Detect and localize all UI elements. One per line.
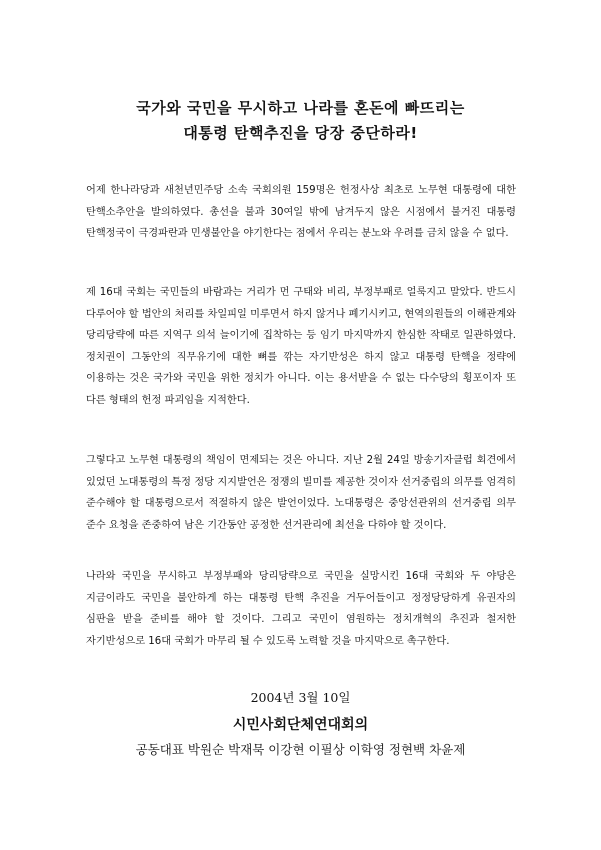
paragraph-2: 제 16대 국회는 국민들의 바람과는 거리가 먼 구태와 비리, 부정부패로 얼룩지고 말았다. 반드시 다루어야 할 법안의 처리를 차일피일 미루면서 하지 않거나 폐기시키고, 현역의원들의 이해관계와 당리당략에 따른 지역구 의석 늘이기에 집착하는 등 임기 마지막까지 한심한 작태로 일관하였다. 정치권이 그동안의 직무유기에 대한 뼈를 깎는 자기반성은 하지 않고 대통령 탄핵을 정략에 이용하는 것은 국가와 국민을 위한 정치가 아니다. 이는 용서받을 수 없는 다수당의 횡포이자 또 다른 형태의 헌정 파괴임을 지적한다.: [86, 287, 516, 406]
signature-representatives: 공동대표 박원순 박재묵 이강현 이필상 이학영 정현백 차윤제: [135, 742, 466, 757]
title-line-2: 대통령 탄핵추진을 당장 중단하라!: [183, 124, 418, 142]
paragraph-1: 어제 한나라당과 새천년민주당 소속 국회의원 159명은 헌정사상 최초로 노무현 대통령에 대한 탄핵소추안을 발의하였다. 총선을 불과 30여일 밖에 남겨두지 않은 시점에서 불거진 대통령 탄핵정국이 극경파란과 민생불안을 야기한다는 점에서 우리는 분노와 우려를 금치 않을 수 없다.: [86, 185, 516, 240]
signature-date: 2004년 3월 10일: [250, 690, 351, 705]
title-line-1: 국가와 국민을 무시하고 나라를 혼돈에 빠뜨리는: [136, 99, 465, 117]
paragraph-3: 그렇다고 노무현 대통령의 책임이 면제되는 것은 아니다. 지난 2월 24일 방송기자클럽 회견에서 있었던 노대통령의 특정 정당 지지발언은 정쟁의 빌미를 제공한 것이자 선거중립의 의무를 엄격히 준수해야 할 대통령으로서 적절하지 않은 발언이었다. 노대통령은 중앙선관위의 선거중립 의무 준수 요청을 존중하여 남은 기간동안 공정한 선거관리에 최선을 다하야 할 것이다.: [86, 455, 516, 531]
paragraph-4: 나라와 국민을 무시하고 부정부패와 당리당략으로 국민을 실망시킨 16대 국회와 두 야당은 지금이라도 국민을 불안하게 하는 대통령 탄핵 추진을 거두어들이고 정정당당하게 유권자의 심판을 받을 준비를 해야 할 것이다. 그리고 국민이 염원하는 정치개혁의 추진과 철저한 자기반성으로 16대 국회가 마무리 될 수 있도록 노력할 것을 마지막으로 촉구한다.: [86, 571, 516, 647]
signature-organization: 시민사회단체연대회의: [232, 717, 369, 733]
